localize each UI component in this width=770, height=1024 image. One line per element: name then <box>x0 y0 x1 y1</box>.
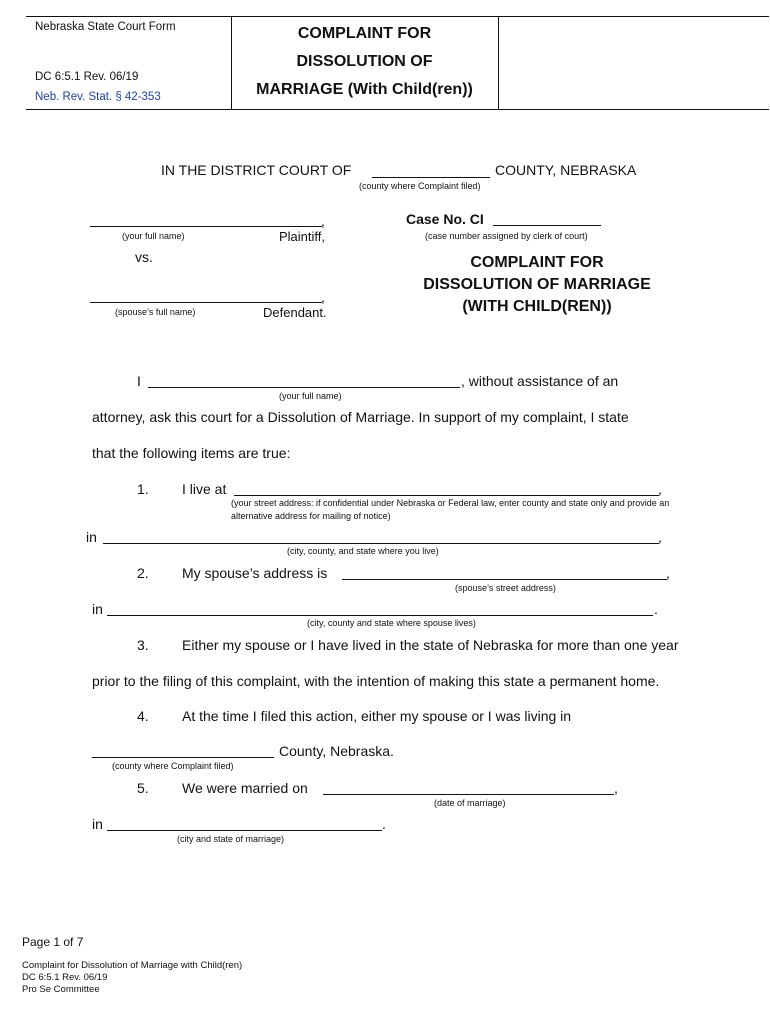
court-prefix: IN THE DISTRICT COURT OF <box>161 162 352 178</box>
item3-number: 3. <box>137 637 149 653</box>
statute-link[interactable]: Neb. Rev. Stat. § 42-353 <box>35 91 161 103</box>
intro-line2: attorney, ask this court for a Dissolution of Marriage. In support of my complaint, I state <box>92 409 629 425</box>
item4-number: 4. <box>137 708 149 724</box>
intro-without: , without assistance of an <box>461 373 619 389</box>
marriage-place-hint: (city and state of marriage) <box>177 834 285 844</box>
city-county-state-hint: (city, county, and state where you live) <box>287 546 439 556</box>
filing-county-hint: (county where Complaint filed) <box>112 761 234 771</box>
header-bottom-rule <box>26 109 769 110</box>
plaintiff-label: Plaintiff, <box>279 229 326 244</box>
doc-title-line1: COMPLAINT FOR <box>470 254 604 271</box>
item4-line1: At the time I filed this action, either my spouse or I was living in <box>182 708 572 724</box>
court-suffix: COUNTY, NEBRASKA <box>495 162 637 178</box>
marriage-date-field[interactable] <box>323 794 614 795</box>
item2-in-period: . <box>654 601 658 617</box>
header-title-line1: COMPLAINT FOR <box>297 25 432 42</box>
page-indicator: Page 1 of 7 <box>22 935 84 949</box>
marriage-date-hint: (date of marriage) <box>434 798 506 808</box>
item3-line1: Either my spouse or I have lived in the state of Nebraska for more than one year <box>182 637 679 653</box>
doc-title-line3: (WITH CHILD(REN)) <box>462 298 612 315</box>
county-hint: (county where Complaint filed) <box>359 181 481 191</box>
defendant-name-field[interactable] <box>90 302 322 303</box>
item2-comma: , <box>666 565 670 581</box>
item5-comma: , <box>614 780 618 796</box>
marriage-place-field[interactable] <box>107 830 382 831</box>
spouse-city-county-state-field[interactable] <box>107 615 653 616</box>
spouse-address-hint: (spouse’s street address) <box>455 583 556 593</box>
footer-form-title: Complaint for Dissolution of Marriage with Child(ren) <box>22 960 243 971</box>
item5-in: in <box>92 816 103 832</box>
item5-in-period: . <box>382 816 386 832</box>
street-address-hint2: alternative address for mailing of notice) <box>231 511 391 521</box>
header-top-rule <box>26 16 769 17</box>
item1-comma: , <box>658 481 662 497</box>
item2-number: 2. <box>137 565 149 581</box>
footer-form-number: DC 6:5.1 Rev. 06/19 <box>22 972 108 983</box>
intro-line3: that the following items are true: <box>92 445 291 461</box>
doc-title-line2: DISSOLUTION OF MARRIAGE <box>423 276 651 293</box>
item5-label: We were married on <box>182 780 308 796</box>
plaintiff-hint: (your full name) <box>122 231 185 241</box>
item1-in: in <box>86 529 97 545</box>
plaintiff-name-field[interactable] <box>90 226 322 227</box>
vs-label: vs. <box>135 249 153 265</box>
spouse-city-hint: (city, county and state where spouse lives) <box>307 618 476 628</box>
header-divider-right <box>498 16 499 109</box>
footer-committee: Pro Se Committee <box>22 984 100 995</box>
item3-line2: prior to the filing of this complaint, with the intention of making this state a permanent home. <box>92 673 660 689</box>
case-number-field[interactable] <box>493 225 601 226</box>
plaintiff-comma: , <box>321 213 325 229</box>
city-county-state-field[interactable] <box>103 543 659 544</box>
defendant-comma: , <box>321 289 325 305</box>
item4-county: County, Nebraska. <box>279 743 394 759</box>
item1-number: 1. <box>137 481 149 497</box>
header-title-line2: DISSOLUTION OF <box>296 53 433 70</box>
header-title-line3: MARRIAGE (With Child(ren)) <box>256 81 473 98</box>
intro-name-hint: (your full name) <box>279 391 342 401</box>
spouse-address-field[interactable] <box>342 579 667 580</box>
filing-county-field[interactable] <box>92 757 274 758</box>
case-number-label: Case No. CI <box>406 211 484 227</box>
defendant-label: Defendant. <box>263 305 327 320</box>
item2-label: My spouse’s address is <box>182 565 328 581</box>
item2-in: in <box>92 601 103 617</box>
case-number-hint: (case number assigned by clerk of court) <box>425 231 588 241</box>
intro-i: I <box>137 373 141 389</box>
item5-number: 5. <box>137 780 149 796</box>
state-form-label: Nebraska State Court Form <box>35 21 176 33</box>
county-field[interactable] <box>372 177 490 178</box>
item1-in-comma: , <box>658 529 662 545</box>
street-address-field[interactable] <box>234 495 659 496</box>
form-number: DC 6:5.1 Rev. 06/19 <box>35 71 139 83</box>
defendant-hint: (spouse’s full name) <box>115 307 196 317</box>
item1-label: I live at <box>182 481 227 497</box>
street-address-hint: (your street address: if confidential under Nebraska or Federal law, enter county and state only and provide an <box>231 498 670 508</box>
intro-name-field[interactable] <box>148 387 460 388</box>
